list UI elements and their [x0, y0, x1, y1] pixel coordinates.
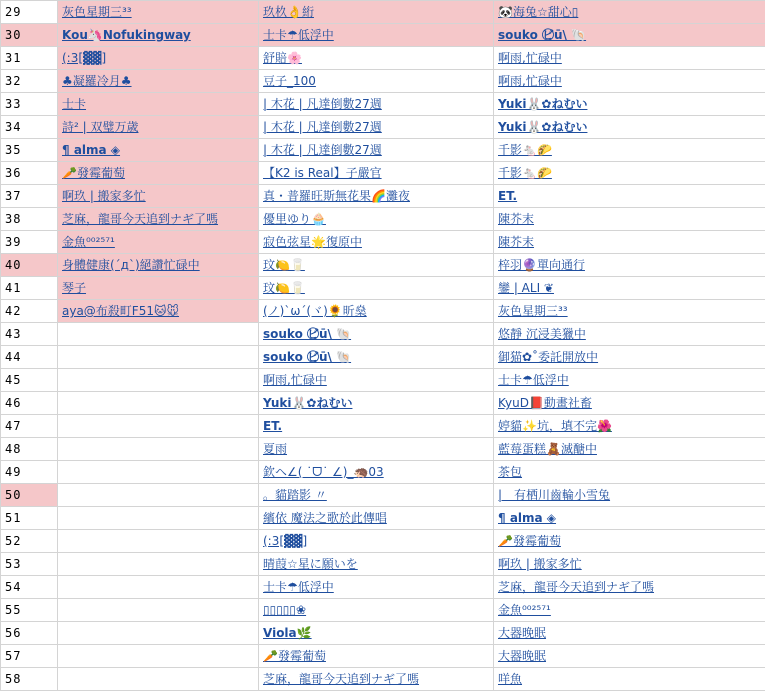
cell-c1 [58, 300, 259, 323]
user-link[interactable]: 繽依 魔法之歌於此傳唱 [263, 511, 387, 525]
table-row [1, 484, 765, 507]
row-number: 41 [1, 277, 58, 300]
cell-c2 [259, 369, 494, 392]
user-link[interactable]: KyuD📕動畫社畜 [498, 396, 592, 410]
cell-c2 [259, 1, 494, 24]
cell-c2 [259, 277, 494, 300]
cell-c1 [58, 576, 259, 599]
cell-c1 [58, 622, 259, 645]
cell-c3 [494, 530, 765, 553]
row-number: 36 [1, 162, 58, 185]
table-row [1, 530, 765, 553]
cell-c2 [259, 70, 494, 93]
cell-c3 [494, 438, 765, 461]
cell-c2 [259, 116, 494, 139]
cell-c3 [494, 415, 765, 438]
cell-c1 [58, 231, 259, 254]
grid-body [1, 1, 765, 691]
user-link[interactable]: 梓羽🔮單向通行 [498, 258, 585, 272]
row-number: 48 [1, 438, 58, 461]
user-link[interactable]: 欽ヘ∠( ˙ᗜ˙ ∠)_🦔03 [263, 465, 384, 479]
cell-c3 [494, 599, 765, 622]
user-link[interactable]: Yuki🐰✿ねむい [263, 396, 353, 410]
cell-c2 [259, 346, 494, 369]
user-link[interactable]: (:3[▓▓] [62, 51, 107, 65]
user-link[interactable]: Yuki🐰✿ねむい [498, 120, 588, 134]
cell-c3 [494, 346, 765, 369]
user-link[interactable]: 陳芥末 [498, 212, 535, 226]
user-link[interactable]: ET. [263, 419, 283, 433]
user-link[interactable]: 啊玖 | 搬家多忙 [62, 189, 146, 203]
user-link[interactable]: 真・普羅旺斯無花果🌈灘夜 [263, 189, 410, 203]
row-number: 43 [1, 323, 58, 346]
user-link[interactable]: 玟🍋🥛 [263, 281, 305, 295]
cell-c3 [494, 507, 765, 530]
cell-c3 [494, 116, 765, 139]
cell-c3 [494, 1, 765, 24]
user-link[interactable]: 豆子_100 [263, 74, 316, 88]
user-link[interactable]: 士卡 [62, 97, 87, 111]
table-row [1, 438, 765, 461]
user-link[interactable]: souko ビ⃝ū\ 🐚 [263, 350, 352, 364]
cell-c2 [259, 553, 494, 576]
cell-c1 [58, 461, 259, 484]
user-link[interactable]: 陳芥末 [498, 235, 535, 249]
user-link[interactable]: 芝麻，龍哥今天追到ナギ了嗎 [263, 672, 420, 686]
table-row [1, 93, 765, 116]
user-link[interactable]: 【K2 is Real】子嚴官 [263, 166, 382, 180]
user-link[interactable]: Kou🦄Nofukingway [62, 28, 191, 42]
row-number: 45 [1, 369, 58, 392]
user-link[interactable]: 琴子 [62, 281, 87, 295]
user-link[interactable]: 玟🍋🥛 [263, 258, 305, 272]
cell-c1 [58, 438, 259, 461]
cell-c2 [259, 231, 494, 254]
cell-c2 [259, 47, 494, 70]
table-row [1, 599, 765, 622]
row-number: 52 [1, 530, 58, 553]
user-link[interactable]: 芝麻，龍哥今天追到ナギ了嗎 [62, 212, 219, 226]
user-link[interactable]: 千影🐁🌮 [498, 166, 552, 180]
row-number: 39 [1, 231, 58, 254]
table-row [1, 507, 765, 530]
cell-c3 [494, 622, 765, 645]
user-link[interactable]: Viola🌿 [263, 626, 312, 640]
table-row [1, 277, 765, 300]
cell-c2 [259, 530, 494, 553]
user-link[interactable]: 🥕發霉葡萄 [498, 534, 561, 548]
cell-c1 [58, 668, 259, 691]
user-link[interactable]: 寂色弦星🌟復原中 [263, 235, 362, 249]
cell-c1 [58, 277, 259, 300]
table-row [1, 415, 765, 438]
row-number: 46 [1, 392, 58, 415]
cell-c3 [494, 369, 765, 392]
cell-c1 [58, 93, 259, 116]
cell-c1 [58, 484, 259, 507]
table-row [1, 1, 765, 24]
cell-c1 [58, 24, 259, 47]
cell-c3 [494, 668, 765, 691]
cell-c2 [259, 576, 494, 599]
cell-c3 [494, 70, 765, 93]
cell-c2 [259, 300, 494, 323]
row-number: 37 [1, 185, 58, 208]
cell-c1 [58, 254, 259, 277]
user-link[interactable]: (ノ)`ω´(ヾ)🌻昕燊 [263, 304, 367, 318]
user-link[interactable]: 優里ゆり🧁 [263, 212, 326, 226]
cell-c3 [494, 576, 765, 599]
user-link[interactable]: 士卡☂低浮中 [498, 373, 569, 387]
cell-c3 [494, 392, 765, 415]
user-link[interactable]: | 木花 | 凡達倒數27週 [263, 97, 382, 111]
cell-c1 [58, 369, 259, 392]
table-row [1, 668, 765, 691]
table-row [1, 116, 765, 139]
user-link[interactable]: Yuki🐰✿ねむい [498, 97, 588, 111]
cell-c1 [58, 208, 259, 231]
cell-c2 [259, 484, 494, 507]
user-link[interactable]: souko ビ⃝ū\ 🐚 [263, 327, 352, 341]
table-row [1, 254, 765, 277]
user-link[interactable]: 芝麻，龍哥今天追到ナギ了嗎 [498, 580, 655, 594]
row-number: 40 [1, 254, 58, 277]
user-link[interactable]: 士卡☂低浮中 [263, 28, 334, 42]
user-link[interactable]: souko ビ⃝ū\ 🐚 [498, 28, 587, 42]
cell-c1 [58, 346, 259, 369]
user-link[interactable]: 大器晚眠 [498, 626, 547, 640]
cell-c2 [259, 139, 494, 162]
user-link[interactable]: 灰色星期三³³ [498, 304, 568, 318]
cell-c2 [259, 392, 494, 415]
user-link[interactable]: 玖杦👌絎 [263, 5, 314, 19]
cell-c3 [494, 484, 765, 507]
cell-c1 [58, 47, 259, 70]
user-link[interactable]: ♣凝羅冷月♣ [62, 74, 132, 88]
user-link[interactable]: ▯▯▯▯▯❀ [263, 603, 307, 617]
row-number: 29 [1, 1, 58, 24]
user-link[interactable]: aya@布殺町F51🐱🐭 [62, 304, 180, 318]
table-row [1, 47, 765, 70]
cell-c3 [494, 24, 765, 47]
cell-c2 [259, 162, 494, 185]
user-link[interactable]: 🥕發霉葡萄 [62, 166, 125, 180]
cell-c2 [259, 507, 494, 530]
user-link[interactable]: 御猫✿˚委託開放中 [498, 350, 599, 364]
user-link[interactable]: 。貓踏影 〃 [263, 488, 327, 502]
table-row [1, 185, 765, 208]
cell-c2 [259, 24, 494, 47]
table-row [1, 162, 765, 185]
cell-c3 [494, 47, 765, 70]
cell-c1 [58, 116, 259, 139]
user-link[interactable]: 🐼海兔☆甜心▯ [498, 5, 579, 19]
cell-c2 [259, 599, 494, 622]
user-link[interactable]: 悠靜 沉浸美獵中 [498, 327, 586, 341]
cell-c1 [58, 162, 259, 185]
cell-c2 [259, 415, 494, 438]
user-link[interactable]: 婷貓✨坑，填不完🌺 [498, 419, 612, 433]
user-link[interactable]: 千影🐁🌮 [498, 143, 552, 157]
cell-c2 [259, 93, 494, 116]
table-row [1, 24, 765, 47]
cell-c1 [58, 185, 259, 208]
cell-c1 [58, 553, 259, 576]
cell-c2 [259, 438, 494, 461]
cell-c1 [58, 645, 259, 668]
row-number: 56 [1, 622, 58, 645]
cell-c1 [58, 392, 259, 415]
user-link[interactable]: 身體健康(´д`)絕讚忙碌中 [62, 258, 200, 272]
row-number: 33 [1, 93, 58, 116]
cell-c2 [259, 254, 494, 277]
cell-c2 [259, 668, 494, 691]
table-row [1, 231, 765, 254]
cell-c3 [494, 162, 765, 185]
table-row [1, 139, 765, 162]
user-link[interactable]: 詩² | 双璧万歳 [62, 120, 139, 134]
cell-c3 [494, 231, 765, 254]
table-row [1, 622, 765, 645]
user-link[interactable]: 晴葭☆星に願いを [263, 557, 358, 571]
user-link[interactable]: | 有栖川齒輪小雪兔 [498, 488, 611, 502]
row-number: 32 [1, 70, 58, 93]
row-number: 42 [1, 300, 58, 323]
cell-c3 [494, 300, 765, 323]
cell-c2 [259, 185, 494, 208]
cell-c3 [494, 208, 765, 231]
cell-c3 [494, 461, 765, 484]
table-row [1, 553, 765, 576]
user-link[interactable]: 茶包 [498, 465, 523, 479]
user-link[interactable]: 啊雨,忙碌中 [498, 74, 562, 88]
cell-c1 [58, 139, 259, 162]
user-link[interactable]: 灰色星期三³³ [62, 5, 132, 19]
table-row [1, 346, 765, 369]
user-link[interactable]: | 木花 | 凡達倒數27週 [263, 120, 382, 134]
user-link[interactable]: ¶ alma ◈ [62, 143, 121, 157]
row-number: 51 [1, 507, 58, 530]
row-number: 31 [1, 47, 58, 70]
cell-c1 [58, 507, 259, 530]
cell-c2 [259, 645, 494, 668]
table-row [1, 70, 765, 93]
user-link[interactable]: ET. [498, 189, 518, 203]
table-row [1, 323, 765, 346]
user-link[interactable]: 🥕發霉葡萄 [263, 649, 326, 663]
user-link[interactable]: 啊玖 | 搬家多忙 [498, 557, 582, 571]
cell-c2 [259, 622, 494, 645]
user-link[interactable]: 啊雨,忙碌中 [498, 51, 562, 65]
cell-c3 [494, 645, 765, 668]
row-number: 55 [1, 599, 58, 622]
row-number: 53 [1, 553, 58, 576]
row-number: 54 [1, 576, 58, 599]
table-row [1, 208, 765, 231]
row-number: 58 [1, 668, 58, 691]
row-number: 38 [1, 208, 58, 231]
table-row [1, 461, 765, 484]
user-link[interactable]: 金魚⁰⁰²⁵⁷¹ [62, 235, 115, 249]
user-link[interactable]: 士卡☂低浮中 [263, 580, 334, 594]
user-link[interactable]: ¶ alma ◈ [498, 511, 557, 525]
user-link[interactable]: 藍莓蛋糕🧸滅醣中 [498, 442, 597, 456]
row-number: 47 [1, 415, 58, 438]
cell-c3 [494, 139, 765, 162]
cell-c2 [259, 208, 494, 231]
table-row [1, 300, 765, 323]
row-number: 30 [1, 24, 58, 47]
cell-c3 [494, 93, 765, 116]
cell-c3 [494, 254, 765, 277]
cell-c3 [494, 323, 765, 346]
row-number: 34 [1, 116, 58, 139]
row-number: 35 [1, 139, 58, 162]
cell-c1 [58, 323, 259, 346]
user-link[interactable]: 大器晚眠 [498, 649, 547, 663]
cell-c1 [58, 70, 259, 93]
cell-c1 [58, 599, 259, 622]
table-row [1, 392, 765, 415]
cell-c1 [58, 415, 259, 438]
row-number: 50 [1, 484, 58, 507]
cell-c1 [58, 1, 259, 24]
user-link[interactable]: 舒賠🌸 [263, 51, 302, 65]
user-link[interactable]: | 木花 | 凡達倒數27週 [263, 143, 382, 157]
cell-c2 [259, 461, 494, 484]
cell-c3 [494, 185, 765, 208]
table-row [1, 369, 765, 392]
row-number: 44 [1, 346, 58, 369]
cell-c3 [494, 553, 765, 576]
cell-c3 [494, 277, 765, 300]
cell-c1 [58, 530, 259, 553]
user-link[interactable]: (:3[▓▓] [263, 534, 308, 548]
user-link[interactable]: 啊雨,忙碌中 [263, 373, 327, 387]
user-link[interactable]: 鑾 | ALI ❦ [498, 281, 554, 295]
table-row [1, 576, 765, 599]
user-link[interactable]: 咩魚 [498, 672, 523, 686]
table-row [1, 645, 765, 668]
cell-c2 [259, 323, 494, 346]
user-link[interactable]: 夏雨 [263, 442, 288, 456]
row-number: 49 [1, 461, 58, 484]
row-number: 57 [1, 645, 58, 668]
user-link[interactable]: 金魚⁰⁰²⁵⁷¹ [498, 603, 551, 617]
